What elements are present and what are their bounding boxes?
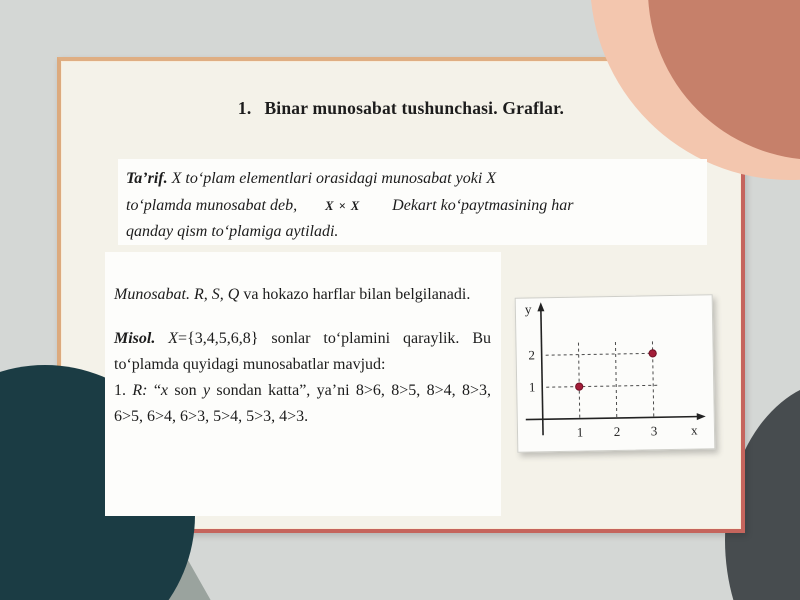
paragraph3-mid1: son xyxy=(168,382,203,399)
definition-line3: qanday qism toʻplamiga aytiladi. xyxy=(126,223,339,240)
grid-line-horizontal xyxy=(546,353,658,355)
paragraph3-x: x xyxy=(160,382,169,399)
definition-label: Ta’rif. xyxy=(126,170,168,187)
paragraph1-rest: va hokazo harflar bilan belgilanadi. xyxy=(239,286,471,303)
body-text-box xyxy=(105,252,501,516)
x-tick-label: 1 xyxy=(576,424,584,440)
grid-line-vertical xyxy=(578,342,579,418)
data-point xyxy=(576,383,583,390)
slide-title-text: Binar munosabat tushunchasi. Graflar. xyxy=(264,98,565,118)
paragraph3-q1: “ xyxy=(147,382,161,399)
x-axis-arrow xyxy=(697,413,706,420)
slide-title-number: 1. xyxy=(237,98,252,118)
x-tick-label: 2 xyxy=(613,423,621,440)
paragraph2-lead: Misol. xyxy=(114,330,156,347)
x-axis-label: x xyxy=(690,422,698,438)
paragraph-misol xyxy=(114,326,491,378)
y-axis xyxy=(541,306,543,435)
paragraph3-num: 1. xyxy=(114,382,133,399)
slide-title xyxy=(57,98,745,119)
cartesian-product-formula: X × X xyxy=(325,198,361,213)
paragraph-munosabat xyxy=(114,282,491,308)
y-axis-arrow xyxy=(537,302,544,311)
mini-chart-svg xyxy=(516,295,713,449)
relation-graph-figure xyxy=(515,294,716,452)
paragraph2-var: X xyxy=(155,330,179,347)
definition-line2: toʻplamda munosabat deb, xyxy=(126,196,298,214)
x-axis xyxy=(526,417,701,420)
data-point xyxy=(649,350,656,357)
paragraph2-rest: ={3,4,5,6,8} sonlar toʻplamini qaraylik. Bu toʻplamda quyidagi munosabatlar mavjud: xyxy=(114,330,491,373)
paragraph3-rest: sondan katta”, ya’ni 8>6, 8>5, 8>4, 8>3, 6>5, 6>4, 6>3, 5>4, 5>3, 4>3. xyxy=(114,382,492,425)
paragraph1-lead: Munosabat. R, S, Q xyxy=(114,286,240,303)
paragraph-relation-list xyxy=(114,378,491,430)
definition-box xyxy=(118,159,707,245)
y-tick-label: 1 xyxy=(528,379,536,395)
grid-line-horizontal xyxy=(546,385,658,387)
x-tick-label: 3 xyxy=(650,423,658,439)
definition-line2b: Dekart koʻpaytmasining har xyxy=(392,196,574,214)
paragraph3-y: y xyxy=(202,382,211,399)
paragraph3-rel: R: xyxy=(132,382,148,399)
definition-line1: X toʻplam elementlari orasidagi munosabat yoki X xyxy=(167,170,497,187)
grid-line-vertical xyxy=(615,341,616,417)
y-tick-label: 2 xyxy=(528,347,536,363)
y-axis-label: y xyxy=(524,301,532,317)
